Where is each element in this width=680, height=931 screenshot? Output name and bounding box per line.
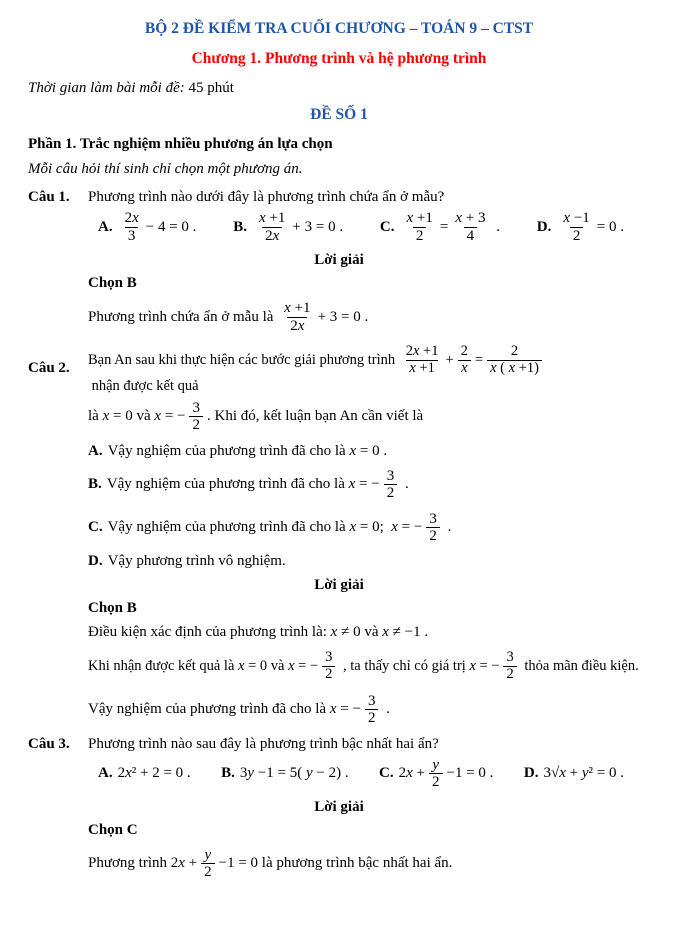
part1-heading: Phần 1. Trắc nghiệm nhiều phương án lựa chọn [28,136,333,152]
option-label: A. [98,218,113,235]
q2-label: Câu 2. [28,360,70,377]
q1-option-c [380,209,500,245]
q3-question: Phương trình nào sau đây là phương trình bậc nhất hai ẩn? [88,735,439,752]
exam-title: ĐỀ SỐ 1 [310,106,368,123]
q3-solution-heading: Lời giải [314,798,364,815]
q1-solution-heading: Lời giải [314,252,364,268]
option-label: D. [536,218,552,235]
q3-option-b [221,765,349,782]
option-label: C. [379,218,395,235]
q3-solution-line: Phương trình 2x + $\frac{y}{2}$ −1 = 0 là phương trình bậc nhất hai ẩn. [88,846,453,881]
q3-option-c [379,756,493,792]
option-label: C. [88,519,103,536]
q3-option-a [98,765,191,782]
option-label: D. [523,765,539,782]
time-label: Thời gian làm bài mỗi đề: [28,80,185,96]
q2-option-b [88,467,640,503]
q2-row [28,343,650,395]
q1-options [98,209,650,245]
option-label: B. [221,765,235,782]
q3-row [28,736,650,753]
q3-label: Câu 3. [28,735,70,752]
q1-answer: Chọn B [88,275,137,291]
q2-statement-line2: là x = 0 và x = − $\frac{3}{2}$ . Khi đó, kết luận bạn An cần viết là [88,399,424,434]
q3-answer: Chọn C [88,821,138,838]
q3-option-d [524,765,624,782]
option-equation: 3√x + y² = 0 . [543,765,624,782]
q1-solution-line: Phương trình chứa ẩn ở mẫu là $\frac{x +1}{2x}$ + 3 = 0 . [88,300,369,334]
q1-question: Phương trình nào dưới đây là phương trình chứa ẩn ở mẫu? [88,189,445,205]
q1-option-d [537,209,624,245]
q1-option-b [233,209,343,245]
option-label: B. [233,218,248,235]
q2-solution-heading: Lời giải [314,576,364,593]
q2-solution-line-1: Điều kiện xác định của phương trình là: x ≠ 0 và x ≠ −1 . [88,623,429,640]
option-equation: $\frac{x -1}{2}$ = 0 . [563,210,624,244]
option-text: Vậy phương trình vô nghiệm. [107,552,286,569]
q2-statement: Bạn An sau khi thực hiện các bước giải phương trình $\frac{2x +1}{x +1}$ + $\frac{2}{x}$ = $\frac{2}{x ( x +1)}$ nhận được kết quả [88,343,650,395]
q2-option-c [88,510,640,546]
option-text: Vậy nghiệm của phương trình đã cho là x = − $\frac{3}{2}$ . [106,467,409,502]
option-equation: $\frac{x +1}{2x}$ + 3 = 0 . [259,210,344,244]
option-label: A. [98,765,113,782]
q2-solution-line-2: Khi nhận được kết quả là x = 0 và x = − $\frac{3}{2}$ , ta thấy chỉ có giá trị x = − $\frac{3}{2}$ thỏa mãn điều kiện. [88,648,639,682]
q1-row [28,189,650,206]
option-equation: $\frac{2x}{3}$ − 4 = 0 . [124,210,197,244]
option-equation: $\frac{x +1}{2}$ = $\frac{x + 3}{4}$ . [406,210,500,244]
q1-label: Câu 1. [28,189,70,205]
q1-option-a [98,209,196,245]
option-text: Vậy nghiệm của phương trình đã cho là x = 0; x = − $\frac{3}{2}$ . [107,510,452,545]
chapter-title: Chương 1. Phương trình và hệ phương trình [191,50,487,67]
option-equation: 2x + $\frac{y}{2}$ −1 = 0 . [398,756,494,791]
q3-options [98,756,650,792]
option-label: A. [88,442,103,459]
q2-answer: Chọn B [88,599,137,616]
option-equation: 2x² + 2 = 0 . [117,765,191,782]
option-text: Vậy nghiệm của phương trình đã cho là x = 0 . [107,442,388,459]
doc-title: BỘ 2 ĐỀ KIỂM TRA CUỐI CHƯƠNG – TOÁN 9 – CTST [144,20,534,37]
q2-option-a [88,443,640,460]
option-equation: 3y −1 = 5( y − 2) . [239,765,349,782]
q2-solution-line-3: Vậy nghiệm của phương trình đã cho là x = − $\frac{3}{2}$ . [88,692,390,727]
option-label: B. [88,476,102,493]
time-line [28,80,650,97]
option-label: C. [379,765,394,782]
q2-option-d [88,553,640,570]
part1-note: Mỗi câu hỏi thí sinh chỉ chọn một phương án. [28,161,303,177]
option-label: D. [88,552,103,569]
time-value: 45 phút [184,80,234,96]
